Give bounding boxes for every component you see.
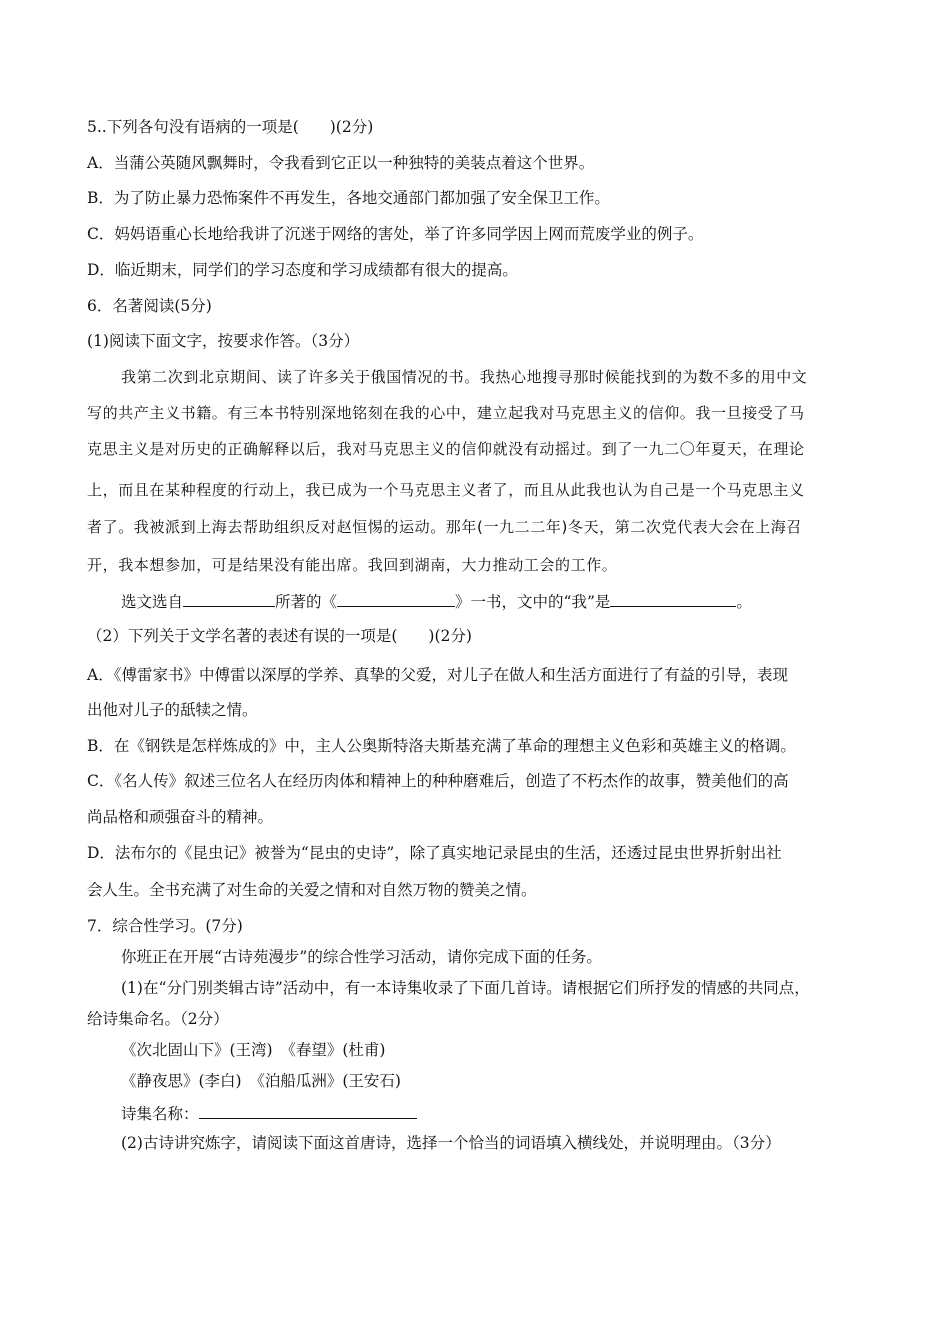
q5-option-c: C．妈妈语重心长地给我讲了沉迷于网络的害处，举了许多同学因上网而荒废学业的例子。 [87,225,704,243]
q6-passage-line: 克思主义是对历史的正确解释以后，我对马克思主义的信仰就没有动摇过。到了一九二〇年夏天，在理论 [87,440,805,458]
q6-passage-line: 写的共产主义书籍。有三本书特别深地铭刻在我的心中，建立起我对马克思主义的信仰。我一旦接受了马 [87,404,805,422]
q7-intro: 你班正在开展“古诗苑漫步”的综合性学习活动，请你完成下面的任务。 [121,948,602,966]
collection-label: 诗集名称： [121,1105,199,1123]
q6-fill-in-line [121,590,752,612]
q7-poems-line: 《静夜思》(李白) 《泊船瓜洲》(王安石) [121,1072,401,1090]
q7-part1-line: (1)在“分门别类辑古诗”活动中，有一本诗集收录了下面几首诗。请根据它们所抒发的情感的共同点， [121,979,810,997]
q6-passage-line: 开，我本想参加，可是结果没有能出席。我回到湖南，大力推动工会的工作。 [87,556,618,574]
q5-option-a: A．当蒲公英随风飘舞时，令我看到它正以一种独特的美装点着这个世界。 [87,154,595,172]
q7-part1-line: 给诗集命名。（2分） [87,1010,229,1028]
q5-stem: 5..下列各句没有语病的一项是( )(2分) [87,118,374,136]
q6-passage-line: 者了。我被派到上海去帮助组织反对赵恒惕的运动。那年(一九二二年)冬天，第二次党代表大会在上海召 [87,518,802,536]
book-title-blank[interactable] [337,590,455,607]
q6-option-a-cont: 出他对儿子的舐犊之情。 [87,701,258,719]
q6-part1-stem: (1)阅读下面文字，按要求作答。（3分） [87,332,360,350]
fill-text: 选文选自 [121,593,184,611]
q5-option-d: D．临近期末，同学们的学习态度和学习成绩都有很大的提高。 [87,261,518,279]
q7-stem: 7．综合性学习。(7分) [87,917,243,935]
collection-name-blank[interactable] [199,1102,417,1119]
fill-text: 所著的《 [275,593,338,611]
q6-option-d: D．法布尔的《昆虫记》被誉为“昆虫的史诗”，除了真实地记录昆虫的生活，还透过昆虫世界折射出社 [87,844,782,862]
q7-part2: (2)古诗讲究炼字，请阅读下面这首唐诗，选择一个恰当的词语填入横线处，并说明理由。（3分） [121,1134,781,1152]
q7-collection-name-line [121,1102,417,1124]
q5-option-b: B．为了防止暴力恐怖案件不再发生，各地交通部门都加强了安全保卫工作。 [87,189,610,207]
author-blank[interactable] [183,590,275,607]
fill-text: 》一书，文中的“我”是 [455,593,611,611]
narrator-blank[interactable] [610,590,736,607]
q6-option-c-cont: 尚品格和顽强奋斗的精神。 [87,808,274,826]
q6-option-c: C．《名人传》叙述三位名人在经历肉体和精神上的种种磨难后，创造了不朽杰作的故事，赞美他们的高 [87,772,789,790]
q6-part2-stem: （2）下列关于文学名著的表述有误的一项是( )(2分) [87,627,472,645]
q7-poems-line: 《次北固山下》(王湾) 《春望》(杜甫) [121,1041,386,1059]
q6-passage-line: 我第二次到北京期间、读了许多关于俄国情况的书。我热心地搜寻那时候能找到的为数不多的用中文 [121,368,808,386]
q6-passage-line: 上，而且在某种程度的行动上，我已成为一个马克思主义者了，而且从此我也认为自己是一个马克思主义 [87,481,805,499]
q6-option-a: A．《傅雷家书》中傅雷以深厚的学养、真挚的父爱，对儿子在做人和生活方面进行了有益的引导，表现 [87,666,788,684]
q6-stem: 6．名著阅读(5分) [87,297,212,315]
fill-text: 。 [736,593,752,611]
q6-option-d-cont: 会人生。全书充满了对生命的关爱之情和对自然万物的赞美之情。 [87,881,537,899]
q6-option-b: B．在《钢铁是怎样炼成的》中，主人公奥斯特洛夫斯基充满了革命的理想主义色彩和英雄主义的格调。 [87,737,796,755]
